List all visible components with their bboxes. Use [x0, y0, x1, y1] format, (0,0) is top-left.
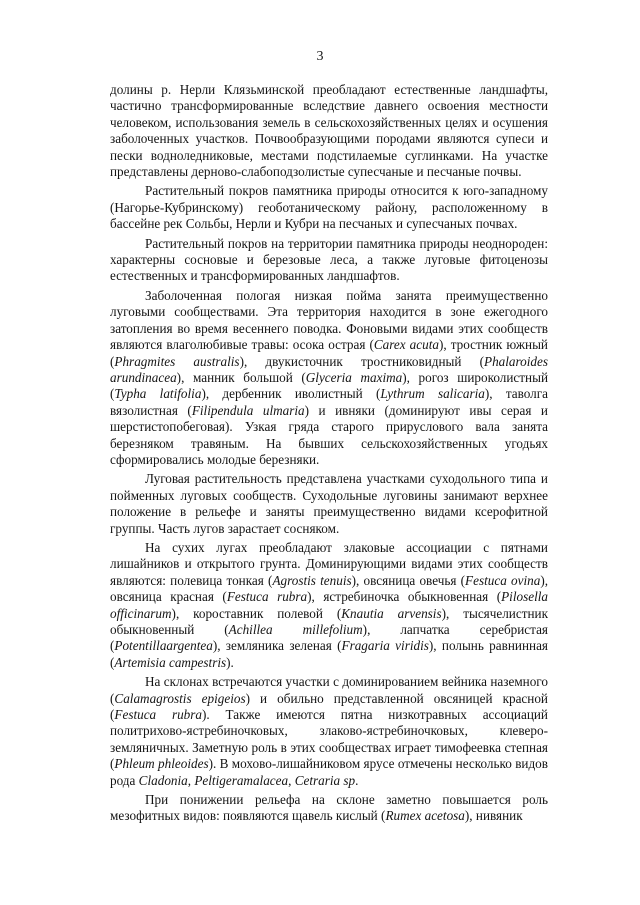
latin-name: Festuca ovina [465, 572, 541, 588]
paragraph: Растительный покров памятника природы относится к юго-западному (Нагорье-Кубринскому) геоботаническому району, расположенному в бассейне рек Сольбы, Нерли и Кубри на песчаных и супесчаных почвах. [110, 183, 548, 232]
latin-name: Carex acuta [373, 337, 439, 353]
latin-name: Phalaroides arundinacea [110, 353, 548, 385]
latin-name: Fragaria viridis [341, 638, 429, 654]
latin-name: Pilosella officinarum [110, 589, 548, 621]
latin-name: Festuca rubra [226, 589, 308, 605]
latin-name: Rumex acetosa [385, 808, 465, 824]
latin-name: Artemisia campestris [114, 654, 227, 670]
latin-name: Cetraria sp [294, 772, 356, 788]
latin-name: Knautia arvensis [341, 605, 442, 621]
latin-name: Phragmites australis [114, 353, 240, 369]
latin-name: Phleum phleoides [114, 756, 209, 772]
body-text [110, 82, 548, 828]
paragraph: На сухих лугах преобладают злаковые ассоциации с пятнами лишайников и открытого грунта. Доминирующими видами этих сообществ являются: полевица тонкая (Agrostis tenuis), овсяница овечья (Festuca ovina), овсяница красная (Festuca rubra), ястребиночка обыкновенная (Pilosella officinarum), короставник полевой (Knautia arvensis), тысячелистник обыкновенный (Achillea millefolium), лапчатка серебристая (Potentillaargentea), земляника зеленая (Fragaria viridis), полынь равнинная (Artemisia campestris). [110, 539, 549, 670]
latin-name: Filipendula ulmaria [191, 402, 305, 418]
latin-name: Cladonia [138, 772, 188, 788]
latin-name: Calamagrostis epigeios [114, 690, 246, 706]
paragraph: Луговая растительность представлена участками суходольного типа и пойменных луговых сообществ. Суходольные луговины занимают верхнее положение в рельефе и заняты преимущественно видами ксерофитной группы. Часть лугов зарастает сосняком. [110, 471, 548, 536]
paragraph: долины р. Нерли Клязьминской преобладают естественные ландшафты, частично трансформированные вследствие давнего освоения местности человеком, использования земель в сельскохозяйственных целях и осушения заболоченных участков. Почвообразующими породами являются супеси и пески водноледниковые, местами подстилаемые суглинками. На участке представлены дерново-слабоподзолистые супесчаные и песчаные почвы. [110, 82, 548, 180]
latin-name: Typha latifolia [114, 386, 202, 402]
latin-name: Achillea millefolium [228, 622, 363, 637]
latin-name: Potentillaargentea [114, 638, 213, 654]
latin-name: Peltigeramalacea [194, 772, 289, 788]
paragraph: На склонах встречаются участки с доминированием вейника наземного (Calamagrostis epigeios) и обильно представленной овсяницей красной (Festuca rubra). Также имеются пятна низкотравных ассоциаций политрихово-ястребиночковых, злаково-ястребиночковых, клеверо-земляничных. Заметную роль в этих сообществах играет тимофеевка степная (Phleum phleoides). В мохово-лишайниковом ярусе отмечены несколько видов рода Cladonia, Peltigeramalacea, Cetraria sp. [110, 674, 549, 788]
paragraph: Заболоченная пологая низкая пойма занята преимущественно луговыми сообществами. Эта территория находится в зоне ежегодного затопления во время весеннего поводка. Фоновыми видами этих сообществ являются влаголюбивые травы: осока острая (Carex acuta), тростник южный (Phragmites australis), двукисточник тростниковидный (Phalaroides arundinacea), манник большой (Glyceria maxima), рогоз широколистный (Typha latifolia), дербенник иволистный (Lythrum salicaria), таволга вязолистная (Filipendula ulmaria) и ивняки (доминируют ивы серая и шерстистопобеговая). Узкая гряда старого прируслового вала занята березняком травяным. На бывших сельскохозяйственных угодьях сформировались молодые березняки. [110, 287, 549, 467]
latin-name: Agrostis tenuis [272, 572, 352, 588]
page-number: 3 [316, 49, 324, 64]
latin-name: Glyceria maxima [305, 369, 403, 385]
paragraph: Растительный покров на территории памятника природы неоднороден: характерны сосновые и березовые леса, а также луговые фитоценозы естественных и трансформированных ландшафтов. [110, 235, 548, 284]
paragraph: При понижении рельефа на склоне заметно повышается роль мезофитных видов: появляются щавель кислый (Rumex acetosa), нивяник [110, 792, 548, 824]
latin-name: Festuca rubra [114, 707, 203, 723]
latin-name: Lythrum salicaria [380, 386, 485, 402]
